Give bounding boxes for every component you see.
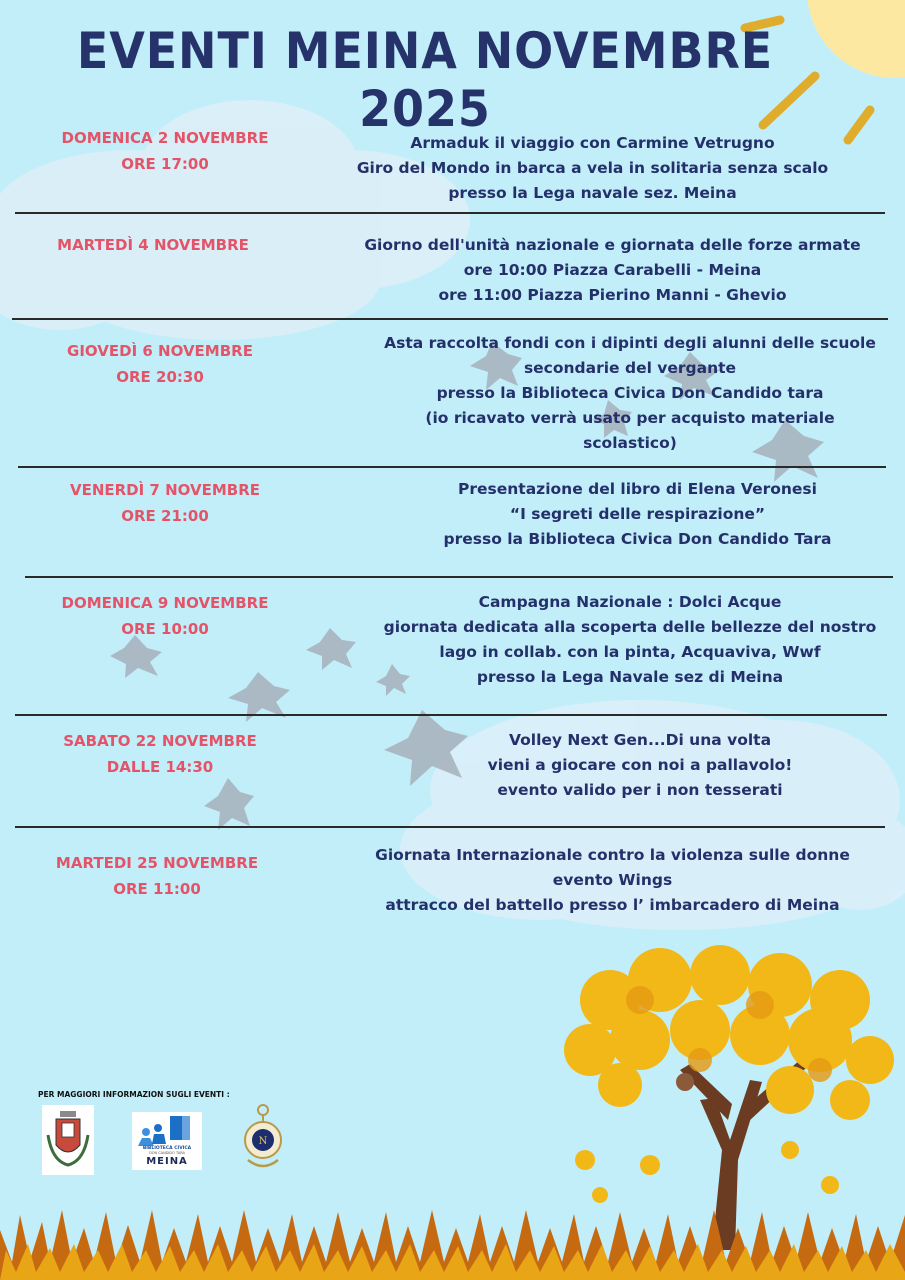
event-line: presso la Lega Navale sez di Meina: [476, 668, 784, 686]
event-line: presso la Biblioteca Civica Don Candido Tara: [443, 530, 832, 548]
event-line: Presentazione del libro di Elena Veronesi: [458, 480, 817, 498]
biblioteca-logo: [132, 1112, 202, 1170]
event-line: attracco del battello presso l’ imbarcadero di Meina: [385, 896, 840, 914]
event-line: presso la Lega navale sez. Meina: [448, 184, 737, 202]
event-line: ore 11:00 Piazza Pierino Manni - Ghevio: [438, 286, 787, 304]
event-date: [35, 728, 285, 780]
divider: [15, 212, 885, 214]
event-day: GIOVEDÌ 6 NOVEMBRE: [67, 342, 253, 360]
event-date: [40, 590, 290, 642]
divider: [18, 466, 886, 468]
event-line: Giro del Mondo in barca a vela in solitaria senza scalo: [356, 159, 829, 177]
event-day: VENERDÌ 7 NOVEMBRE: [69, 481, 261, 499]
event-line: lago in collab. con la pinta, Acquaviva, Wwf: [439, 643, 821, 661]
autumn-tree-icon: [564, 945, 894, 1250]
event-description: [360, 843, 865, 918]
event-date: [35, 338, 285, 390]
event-line: Asta raccolta fondi con i dipinti degli alunni delle scuole: [384, 334, 876, 352]
event-date: [40, 125, 290, 177]
library-logo-line2: DON CANDIDO TARA: [149, 1151, 185, 1155]
event-description: [420, 477, 855, 552]
event-day: MARTEDÌ 4 NOVEMBRE: [57, 236, 249, 254]
event-date: [28, 232, 278, 258]
event-day: DOMENICA 2 NOVEMBRE: [61, 129, 269, 147]
event-line: (io ricavato verrà usato per acquisto materiale: [425, 409, 835, 427]
event-line: vieni a giocare con noi a pallavolo!: [487, 756, 793, 774]
event-time: ORE 11:00: [113, 880, 201, 898]
divider: [12, 318, 888, 320]
event-line: Armaduk il viaggio con Carmine Vetrugno: [410, 134, 775, 152]
event-time: ORE 20:30: [116, 368, 204, 386]
divider: [25, 576, 893, 578]
event-description: [370, 590, 890, 690]
library-logo-name: MEINA: [146, 1156, 188, 1167]
event-day: DOMENICA 9 NOVEMBRE: [61, 594, 269, 612]
event-description: [345, 233, 880, 308]
event-day: SABATO 22 NOVEMBRE: [63, 732, 257, 750]
info-label: PER MAGGIORI INFORMAZION SUGLI EVENTI :: [38, 1090, 230, 1099]
event-line: evento valido per i non tesserati: [497, 781, 783, 799]
event-description: [370, 331, 890, 456]
event-line: Giorno dell'unità nazionale e giornata delle forze armate: [364, 236, 861, 254]
event-line: evento Wings: [552, 871, 673, 889]
event-time: ORE 17:00: [121, 155, 209, 173]
event-line: Giornata Internazionale contro la violenza sulle donne: [375, 846, 850, 864]
event-date: [32, 850, 282, 902]
page-title: EVENTI MEINA NOVEMBRE 2025: [76, 22, 774, 138]
event-line: “I segreti delle respirazione”: [509, 505, 766, 523]
divider: [15, 826, 885, 828]
comune-crest-icon: [42, 1105, 94, 1175]
event-time: DALLE 14:30: [106, 758, 214, 776]
event-description: [445, 728, 835, 803]
event-description: [340, 131, 845, 206]
event-date: [40, 477, 290, 529]
event-line: presso la Biblioteca Civica Don Candido tara: [436, 384, 824, 402]
library-logo-line1: BIBLIOTECA CIVICA: [142, 1146, 192, 1151]
event-time: ORE 10:00: [121, 620, 209, 638]
event-line: scolastico): [583, 434, 677, 452]
event-line: Campagna Nazionale : Dolci Acque: [478, 593, 782, 611]
divider: [15, 714, 887, 716]
event-line: secondarie del vergante: [523, 359, 737, 377]
event-time: ORE 21:00: [121, 507, 209, 525]
event-line: ore 10:00 Piazza Carabelli - Meina: [463, 261, 762, 279]
event-line: Volley Next Gen...Di una volta: [508, 731, 772, 749]
lega-navale-anchor-icon: [240, 1102, 286, 1174]
event-day: MARTEDI 25 NOVEMBRE: [55, 854, 259, 872]
event-line: giornata dedicata alla scoperta delle bellezze del nostro: [383, 618, 877, 636]
svg-text:N: N: [258, 1136, 268, 1147]
